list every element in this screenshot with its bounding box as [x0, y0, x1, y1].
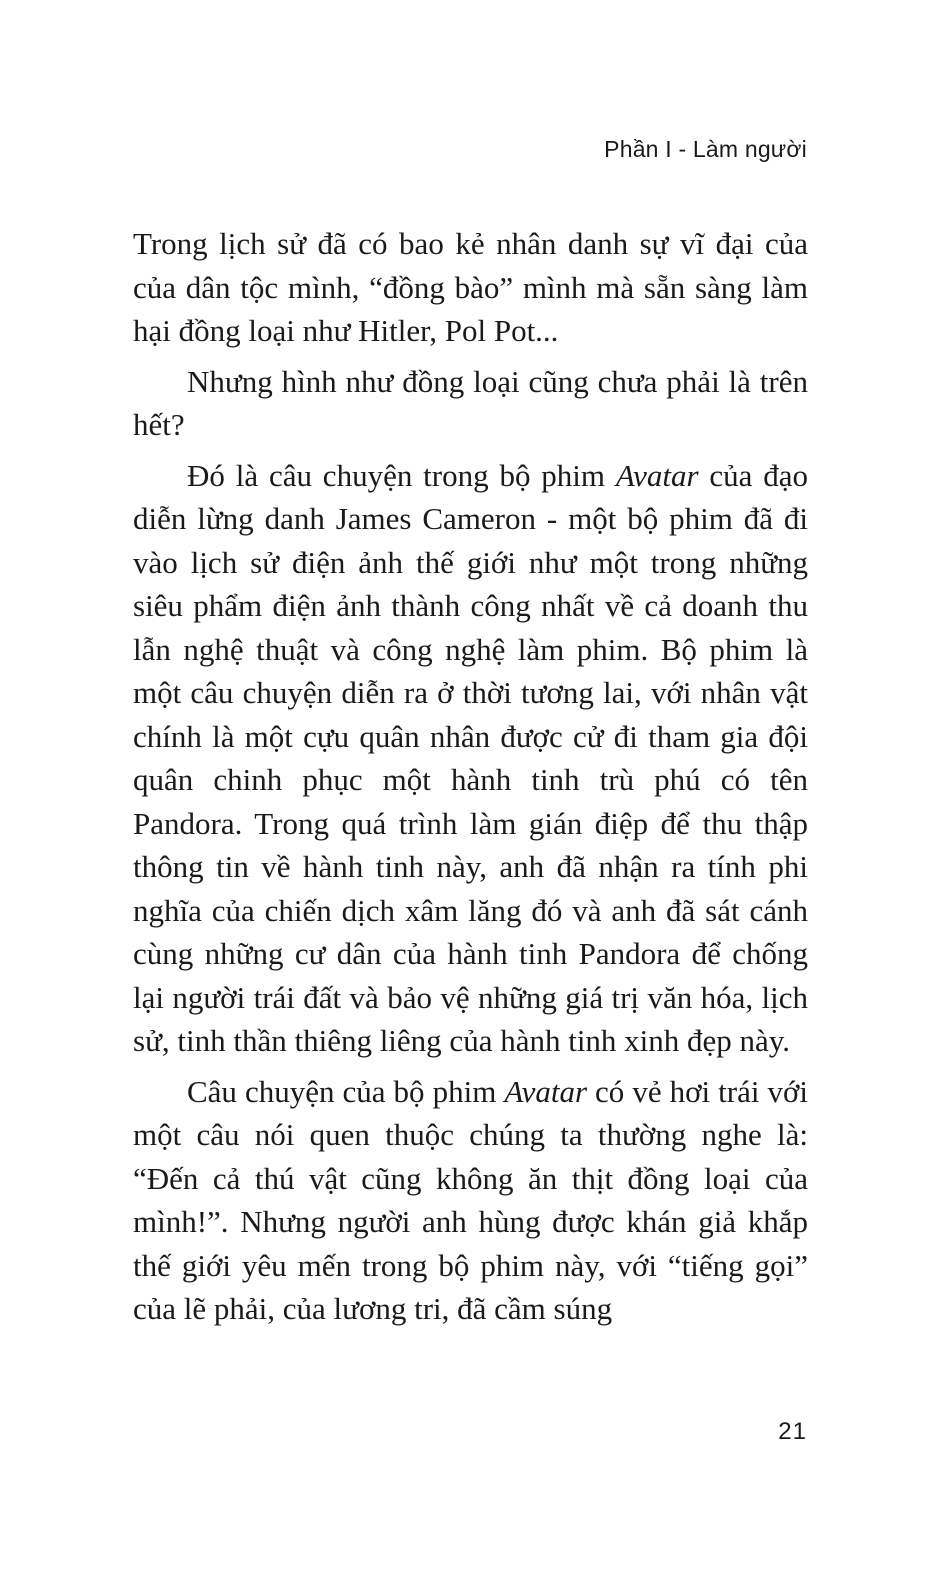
body-text	[133, 222, 808, 1338]
paragraph-2: Nhưng hình như đồng loại cũng chưa phải là trên hết?	[133, 363, 808, 442]
paragraph-1: Trong lịch sử đã có bao kẻ nhân danh sự vĩ đại của của dân tộc mình, “đồng bào” mình mà sẵn sàng làm hại đồng loại như Hitler, Pol Pot...	[133, 226, 808, 348]
running-header: Phần I - Làm người	[604, 136, 807, 162]
film-title-italic: Avatar	[615, 457, 699, 493]
page-number: 21	[778, 1418, 807, 1445]
paragraph-4-text-start: Câu chuyện của bộ phim	[187, 1073, 505, 1109]
paragraph-3-text-start: Đó là câu chuyện trong bộ phim	[187, 457, 616, 493]
paragraph-4-text-end: có vẻ hơi trái với một câu nói quen thuộc chúng ta thường nghe là: “Đến cả thú vật cũng không ăn thịt đồng loại của mình!”. Nhưng người anh hùng được khán giả khắp thế giới yêu mến trong bộ phim này, với “tiếng gọi” của lẽ phải, của lương tri, đã cầm súng	[133, 1073, 808, 1326]
paragraph-4	[133, 1070, 808, 1331]
film-title-italic: Avatar	[504, 1073, 588, 1109]
paragraph-3-text-end: của đạo diễn lừng danh James Cameron - một bộ phim đã đi vào lịch sử điện ảnh thế giới như một trong những siêu phẩm điện ảnh thành công nhất về cả doanh thu lẫn nghệ thuật và công nghệ làm phim. Bộ phim là một câu chuyện diễn ra ở thời tương lai, với nhân vật chính là một cựu quân nhân được cử đi tham gia đội quân chinh phục một hành tinh trù phú có tên Pandora. Trong quá trình làm gián điệp để thu thập thông tin về hành tinh này, anh đã nhận ra tính phi nghĩa của chiến dịch xâm lăng đó và anh đã sát cánh cùng những cư dân của hành tinh Pandora để chống lại người trái đất và bảo vệ những giá trị văn hóa, lịch sử, tinh thần thiêng liêng của hành tinh xinh đẹp này.	[133, 457, 808, 1058]
paragraph-3	[133, 454, 808, 1063]
